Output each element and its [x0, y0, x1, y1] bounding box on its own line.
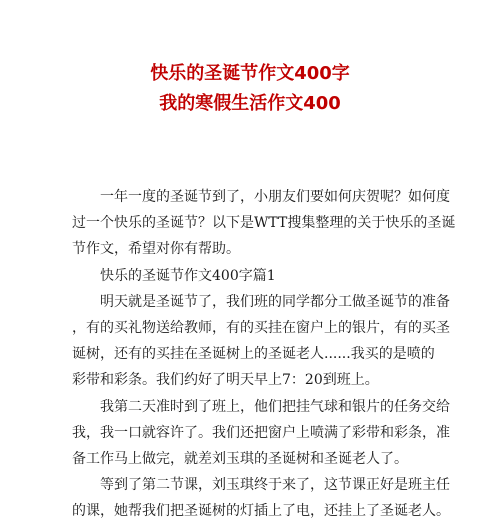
text-line: ，有的买礼物送给教师，有的买挂在窗户上的银片，有的买圣 — [72, 319, 450, 336]
text-line: 我第二天准时到了班上，他们把挂气球和银片的任务交给 — [100, 398, 450, 415]
text-line: 彩带和彩条。我们约好了明天早上7：20到班上。 — [72, 372, 379, 389]
text-line: 过一个快乐的圣诞节？以下是WTT搜集整理的关于快乐的圣诞 — [72, 215, 456, 232]
text-line: 我，我一口就容许了。我们还把窗户上喷满了彩带和彩条，准 — [72, 424, 450, 441]
document-body — [72, 184, 456, 524]
text-line: 诞树，还有的买挂在圣诞树上的圣诞老人......我买的是喷的 — [72, 346, 435, 363]
text-line: 明天就是圣诞节了，我们班的同学都分工做圣诞节的准备 — [100, 293, 450, 310]
document-title-line-1: 快乐的圣诞节作文400字 — [150, 63, 350, 84]
text-line: 备工作马上做完，就差刘玉琪的圣诞树和圣诞老人了。 — [72, 450, 408, 467]
text-line: 节作文，希望对你有帮助。 — [72, 241, 240, 258]
text-line: 的课，她帮我们把圣诞树的灯插上了电，还挂上了圣诞老人。 — [72, 503, 450, 520]
text-line: 等到了第二节课，刘玉琪终于来了，这节课正好是班主任 — [100, 477, 450, 494]
text-line: 一年一度的圣诞节到了，小朋友们要如何庆贺呢？如何度 — [100, 189, 450, 205]
text-line: 快乐的圣诞节作文400字篇1 — [100, 267, 276, 284]
document-title-line-2: 我的寒假生活作文400 — [159, 93, 341, 114]
